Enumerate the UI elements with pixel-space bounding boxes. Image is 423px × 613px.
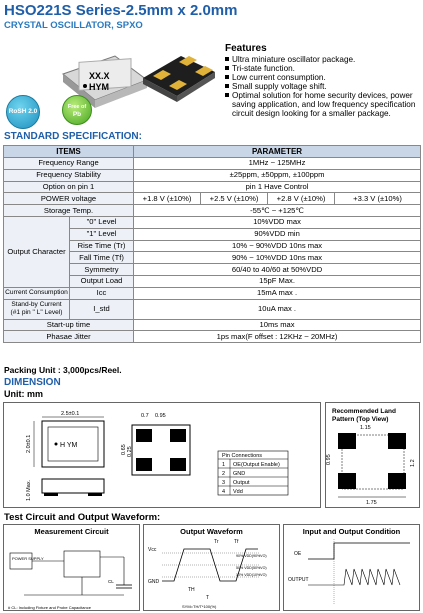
row-label: POWER voltage bbox=[4, 193, 134, 205]
row-value: pin 1 Have Control bbox=[134, 181, 421, 193]
row-label: Frequency Range bbox=[4, 158, 134, 170]
land-dim-1: 1.15 bbox=[360, 425, 371, 431]
dim-bottom-4: 0.25 bbox=[127, 446, 133, 457]
wave-gnd: GND bbox=[148, 579, 160, 585]
circuit-svg bbox=[4, 525, 141, 612]
dim-width: 2.5±0.1 bbox=[61, 411, 80, 417]
row-label: Output Load bbox=[70, 275, 134, 287]
dimension-title: DIMENSION bbox=[4, 377, 61, 388]
wave-vcc: Vcc bbox=[148, 547, 157, 553]
rohs-badge bbox=[6, 95, 40, 129]
product-title: HSO221S Series-2.5mm x 2.0mm bbox=[4, 2, 238, 19]
cl-label: CL bbox=[108, 579, 114, 584]
test-title: Test Circuit and Output Waveform: bbox=[4, 512, 161, 523]
wave-90: 90% VDD(90%VO) bbox=[236, 554, 267, 558]
pin-func: GND bbox=[233, 471, 246, 477]
power-2v8: +2.8 V (±10%) bbox=[268, 193, 335, 205]
waveform-title: Output Waveform bbox=[180, 527, 243, 536]
wave-50: 50% VDD(50%VO) bbox=[236, 566, 267, 570]
standby-label-line2: (#1 pin " L" Level) bbox=[10, 309, 63, 317]
row-label: Start-up time bbox=[4, 319, 134, 331]
row-label: Current Consumption bbox=[4, 287, 70, 299]
row-label: Storage Temp. bbox=[4, 205, 134, 217]
row-label: Symmetry bbox=[70, 264, 134, 276]
io-title: Input and Output Condition bbox=[302, 527, 401, 536]
row-value: 90% ~ 10%VDD 10ns max bbox=[134, 252, 421, 264]
io-oe: OE bbox=[294, 551, 302, 557]
circuit-note: # CL: Including Fixture and Probe Capacitance bbox=[8, 605, 91, 610]
row-symbol: Icc bbox=[70, 287, 134, 299]
power-1v8: +1.8 V (±10%) bbox=[134, 193, 201, 205]
rohs-text: RoSH 2.0 bbox=[8, 108, 38, 115]
measurement-circuit-panel bbox=[3, 524, 140, 611]
dimension-drawing bbox=[3, 402, 321, 508]
pin-connections-table bbox=[218, 451, 288, 495]
power-2v5: +2.5 V (±10%) bbox=[201, 193, 268, 205]
packing-unit: Packing Unit : 3,000pcs/Reel. bbox=[4, 365, 122, 375]
row-label: Fall Time (Tf) bbox=[70, 252, 134, 264]
feature-item: Small supply voltage shift. bbox=[225, 82, 421, 91]
row-value: 90%VDD min bbox=[134, 228, 421, 240]
pin-header: Pin Connections bbox=[222, 453, 263, 459]
circuit-title: Measurement Circuit bbox=[34, 527, 109, 536]
land-title-2: Pattern (Top View) bbox=[332, 416, 389, 423]
row-value: -55℃ ~ +125℃ bbox=[134, 205, 421, 217]
dimension-svg bbox=[4, 403, 322, 509]
row-label: Frequency Stability bbox=[4, 169, 134, 181]
waveform-svg bbox=[144, 525, 281, 612]
pin-num: 3 bbox=[222, 480, 226, 486]
io-condition-panel bbox=[283, 524, 420, 611]
oscillator-back-image bbox=[143, 56, 215, 102]
output-character-label: Output Character bbox=[4, 216, 70, 287]
row-label: Rise Time (Tr) bbox=[70, 240, 134, 252]
row-value: 10ms max bbox=[134, 319, 421, 331]
row-value: 1MHz ~ 125MHz bbox=[134, 158, 421, 170]
land-dim-4: 1.75 bbox=[366, 500, 377, 506]
land-title-1: Recommended Land bbox=[332, 408, 396, 415]
row-label: Option on pin 1 bbox=[4, 181, 134, 193]
row-label: "1" Level bbox=[70, 228, 134, 240]
land-dim-2: 1.2 bbox=[410, 459, 416, 467]
col-parameter: PARAMETER bbox=[134, 146, 421, 158]
row-value: 10uA max . bbox=[134, 299, 421, 319]
row-value: ±25ppm, ±50ppm, ±100ppm bbox=[134, 169, 421, 181]
row-value: 15pF Max. bbox=[134, 275, 421, 287]
row-symbol: I_std bbox=[70, 299, 134, 319]
dim-height: 2.0±0.1 bbox=[26, 434, 32, 453]
output-waveform-panel bbox=[143, 524, 280, 611]
wave-tr: Tr bbox=[214, 539, 219, 545]
marking-line2: HYM bbox=[89, 82, 109, 92]
land-pattern-svg bbox=[326, 403, 421, 509]
dim-bottom-2: 0.95 bbox=[155, 413, 166, 419]
io-output: OUTPUT bbox=[288, 577, 309, 583]
spec-table bbox=[3, 145, 421, 343]
pin-num: 2 bbox=[222, 471, 226, 477]
row-value: 1ps max(F offset : 12KHz ~ 20MHz) bbox=[134, 331, 421, 343]
row-value: 15mA max . bbox=[134, 287, 421, 299]
pb-free-line2: Pb bbox=[72, 111, 82, 118]
feature-item: Ultra miniature oscillator package. bbox=[225, 55, 421, 64]
feature-item: Low current consumption. bbox=[225, 73, 421, 82]
wave-sym: SYM=TH/T*100(%) bbox=[182, 604, 217, 609]
row-label: "0" Level bbox=[70, 216, 134, 228]
col-items: ITEMS bbox=[4, 146, 134, 158]
pin-func: OE(Output Enable) bbox=[233, 462, 280, 468]
power-supply-label: POWER SUPPLY bbox=[12, 556, 44, 561]
features-title: Features bbox=[225, 43, 267, 54]
pin-func: Output bbox=[233, 480, 250, 486]
standby-label bbox=[4, 299, 70, 319]
pb-free-line1: Free of bbox=[67, 104, 87, 110]
dim-marking: H YM bbox=[60, 442, 78, 449]
dim-bottom-1: 0.7 bbox=[141, 413, 149, 419]
row-label: Phasae Jitter bbox=[4, 331, 134, 343]
land-dim-3: 0.95 bbox=[326, 454, 332, 465]
pin-num: 4 bbox=[222, 489, 226, 495]
wave-10: 10% VDD(10%VO) bbox=[236, 573, 267, 577]
power-3v3: +3.3 V (±10%) bbox=[335, 193, 421, 205]
pin-num: 1 bbox=[222, 462, 226, 468]
standby-label-line1: Stand-by Current bbox=[11, 301, 62, 309]
pb-free-badge bbox=[62, 95, 92, 125]
marking-line1: XX.X bbox=[89, 71, 110, 81]
io-svg bbox=[284, 525, 421, 612]
dim-thickness: 1.0 Max. bbox=[26, 479, 32, 501]
land-pattern-panel bbox=[325, 402, 420, 508]
row-value: 10%VDD max bbox=[134, 216, 421, 228]
product-subtitle: CRYSTAL OSCILLATOR, SPXO bbox=[4, 20, 143, 31]
row-value: 60/40 to 40/60 at 50%VDD bbox=[134, 264, 421, 276]
feature-item: Tri-state function. bbox=[225, 64, 421, 73]
wave-t: T bbox=[206, 595, 210, 601]
spec-title: STANDARD SPECIFICATION: bbox=[4, 131, 142, 142]
feature-item: Optimal solution for home security devices, power saving application, and low frequency specification circuit design looking for a smaller package. bbox=[225, 91, 421, 118]
dimension-unit: Unit: mm bbox=[4, 389, 43, 399]
wave-tf: Tf bbox=[234, 539, 239, 545]
wave-th: TH bbox=[188, 587, 195, 593]
dim-bottom-3: 0.65 bbox=[121, 444, 127, 455]
features-section bbox=[225, 44, 421, 118]
row-value: 10% ~ 90%VDD 10ns max bbox=[134, 240, 421, 252]
pin-func: Vdd bbox=[233, 489, 243, 495]
